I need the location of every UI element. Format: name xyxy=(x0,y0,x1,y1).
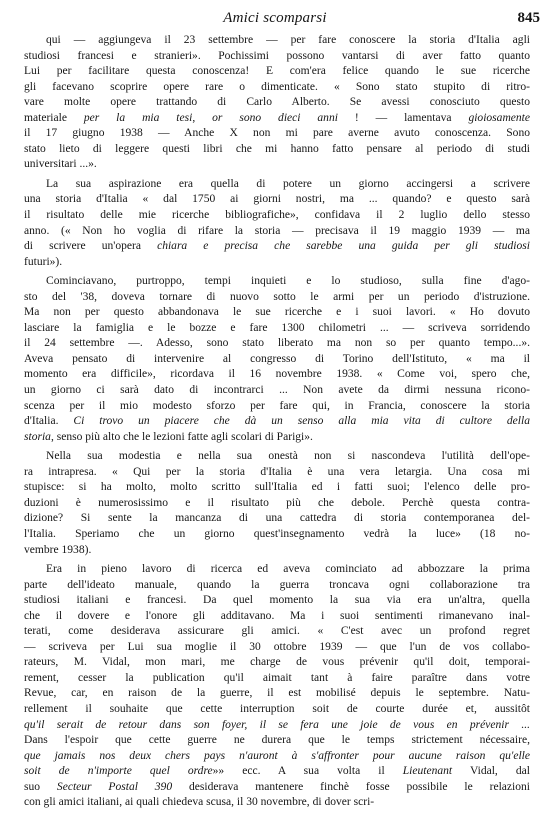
text-line xyxy=(24,578,530,594)
italic-text: Ci trovo un piacere che dà un senso alla mia vita di cultore della xyxy=(73,415,530,428)
text-run: La sua aspirazione era quella di potere un giorno accingersi a scrivere xyxy=(46,177,530,190)
text-run: ! — lamentava xyxy=(337,111,469,124)
italic-text: per la mia tesi xyxy=(83,111,193,124)
text-run: , senso più alto che le lezioni fatte agli scolari di Parigi». xyxy=(50,430,313,443)
italic-text: storia xyxy=(24,430,51,443)
text-run: duzioni è numerosissimo e il risultato più che debole. Perchè questa contra- xyxy=(24,496,530,509)
text-line xyxy=(24,367,530,383)
text-run: d'Italia. xyxy=(24,415,74,428)
text-run: scenza per il mio modesto sforzo per fare qui, in Francia, conoscere la storia xyxy=(24,399,530,412)
text-run: Aveva pensato di intervenire al congresso di Torino dell'Istituto, « ma il xyxy=(24,352,530,365)
text-run: Dans l'espoir que cette guerre ne durera que le temps strictement nécessaire, xyxy=(24,734,530,747)
text-run: rellement il souhaite que cette interruption soit de courte durée et, aussitôt xyxy=(24,702,530,715)
page-number: 845 xyxy=(517,10,540,26)
text-run: Cominciavano, purtroppo, tempi inquieti e lo studioso, sulla fine d'ago- xyxy=(46,275,530,288)
text-run: che il dovere e l'onore gli additavano. Ma i suoi sentimenti rimanevano inal- xyxy=(24,609,530,622)
text-run: , xyxy=(192,111,213,124)
text-line xyxy=(24,177,530,193)
text-line xyxy=(24,49,530,65)
text-line xyxy=(24,640,530,656)
italic-text: soit de n'importe quel ordre xyxy=(24,765,213,778)
text-line xyxy=(24,126,530,142)
italic-text: que jamais nos deux chers pays n'auront à s'affronter pour aucune raison qu'elle xyxy=(24,749,530,762)
text-line xyxy=(24,609,530,625)
text-run: il 24 settembre —. Adesso, sono stato liberato ma non so per quanto tempo...». xyxy=(24,337,530,350)
text-run: studiosi italiani e francesi. Da quel momento la sua via era un'altra, quella xyxy=(24,594,530,607)
text-line xyxy=(24,686,530,702)
text-line xyxy=(24,95,530,111)
text-run: Nella sua modestia e nella sua onestà non si nascondeva l'utilità dell'ope- xyxy=(46,450,530,463)
text-line xyxy=(24,543,530,559)
text-run: con gli amici italiani, ai quali chiedeva scusa, il 30 novembre, di dover scri- xyxy=(24,796,375,809)
text-run: vembre 1938). xyxy=(24,543,92,556)
italic-text: qu'il serait de retour dans son foyer, il se fera une joie de vous en prévenir ... xyxy=(24,718,530,731)
text-run: universitari ...». xyxy=(24,158,97,171)
text-line xyxy=(24,430,530,446)
text-line xyxy=(24,749,530,765)
text-run: lasciare la famiglia e le bozze e fare 1300 chilometri ... — scriveva sorridendo xyxy=(24,321,530,334)
text-line xyxy=(24,142,530,158)
text-line xyxy=(24,80,530,96)
text-line xyxy=(24,449,530,465)
text-line xyxy=(24,496,530,512)
text-line xyxy=(24,33,530,49)
text-line xyxy=(24,624,530,640)
text-line xyxy=(24,274,530,290)
text-run: vare molte opere trattando di Carlo Alberto. Se avessi conosciuto questo xyxy=(24,96,530,109)
text-line xyxy=(24,527,530,543)
paragraph xyxy=(24,177,530,270)
text-run: Vidal, dal xyxy=(452,765,530,778)
text-line xyxy=(24,795,530,811)
text-run: un giorno ci sarà dato di incontrarci ... Non avete da dirmi nessuna ricono- xyxy=(24,384,530,397)
text-run: di scrivere un'opera xyxy=(24,240,158,253)
text-run: anno. (« Non ho voglia di rifare la storia — precisava il 19 maggio 1939 — ma xyxy=(24,224,530,237)
italic-text: Lieutenant xyxy=(402,765,453,778)
body-text xyxy=(24,33,530,811)
text-line xyxy=(24,321,530,337)
text-line xyxy=(24,255,530,271)
text-run: Era in pieno lavoro di ricerca ed aveva cominciato ad abbozzare la prima xyxy=(46,563,530,576)
text-line xyxy=(24,224,530,240)
italic-text: chiara e precisa che sarebbe una guida per gli studiosi xyxy=(157,240,530,253)
text-line xyxy=(24,208,530,224)
paragraph xyxy=(24,33,530,173)
text-line xyxy=(24,780,530,796)
text-line xyxy=(24,111,530,127)
text-run: parte dell'ideato manuale, quando la guerra troncava ogni collaborazione tra xyxy=(24,578,530,591)
italic-text: Secteur Postal 390 xyxy=(56,780,173,793)
text-run: dizione? Si sente la mancanza di una cattedra di storia contemporanea del- xyxy=(24,512,530,525)
text-line xyxy=(24,718,530,734)
text-line xyxy=(24,64,530,80)
text-run: terati, come desiderava assicurare gli amici. « C'est avec un profond regret xyxy=(24,625,530,638)
text-line xyxy=(24,671,530,687)
paragraph xyxy=(24,449,530,558)
text-run: una storia d'Italia « dal 1750 ai giorni nostri, ma ... quando? e questo sarà xyxy=(24,193,530,206)
text-line xyxy=(24,192,530,208)
text-line xyxy=(24,383,530,399)
text-run: »» ecc. A sua volta il xyxy=(212,765,403,778)
text-line xyxy=(24,480,530,496)
text-run: il 17 giugno 1938 — Anche X non mi pare averne avuto conoscenza. Sono xyxy=(24,127,530,140)
paragraph xyxy=(24,274,530,445)
text-run: futuri»). xyxy=(24,255,63,268)
text-run: l'Italia. Speriamo che un giorno quest'insegnamento vedrà la luce» (18 no- xyxy=(24,527,530,540)
text-run: il risultato delle mie ricerche bibliografiche», confidava il 2 luglio dello stesso xyxy=(24,209,530,222)
text-run: rement, cesser la publication qu'il aimait tant à faire paraître dans votre xyxy=(24,671,530,684)
text-run: momento era difficile», ricordava il 16 novembre 1938. « Come voi, spero che, xyxy=(24,368,530,381)
text-line xyxy=(24,465,530,481)
text-line xyxy=(24,733,530,749)
text-run: qui — aggiungeva il 23 settembre — per fare conoscere la storia d'Italia agli xyxy=(46,34,530,46)
text-line xyxy=(24,414,530,430)
text-run: rateurs, M. Vidal, mon mari, me charge de vous prévenir qu'il doit, temporai- xyxy=(24,656,530,669)
running-title: Amici scomparsi xyxy=(223,10,327,26)
text-run: gli facevano scoprire opere rare o dimenticate. « Sono stato stupito di ritro- xyxy=(24,80,530,93)
text-line xyxy=(24,290,530,306)
text-run: suo xyxy=(24,780,57,793)
text-line xyxy=(24,511,530,527)
text-run: sto del '38, doveva tornare di nuovo sotto le armi per un periodo d'istruzione. xyxy=(24,290,530,303)
text-line xyxy=(24,352,530,368)
text-run: — scriveva per Lui sua moglie il 30 ottobre 1939 — que l'un de vos collabo- xyxy=(24,640,530,653)
text-run: desiderava mantenere finchè fosse possibile le relazioni xyxy=(172,780,530,793)
text-run: studiosi francesi e stranieri». Pochissimi possono vantarsi di aver fatto quanto xyxy=(24,49,530,62)
text-line xyxy=(24,764,530,780)
text-line xyxy=(24,305,530,321)
paragraph xyxy=(24,562,530,811)
text-run: stupisce: si ha molto, molto scritto sull'Italia ed i fatti suoi; l'elenco delle pro- xyxy=(24,481,530,494)
text-line xyxy=(24,702,530,718)
text-run: materiale xyxy=(24,111,84,124)
italic-text: or sono dieci anni xyxy=(212,111,338,124)
text-run: Lui per facilitare questa conoscenza! E com'era felice quando le sue ricerche xyxy=(24,65,530,78)
text-line xyxy=(24,399,530,415)
text-line xyxy=(24,593,530,609)
text-run: Ma non per questo abbandonava le sue ricerche e i suoi lavori. « Ho dovuto xyxy=(24,306,530,319)
text-line xyxy=(24,239,530,255)
text-line xyxy=(24,336,530,352)
text-line xyxy=(24,562,530,578)
text-run: ra intrapresa. « Qui per la storia d'Italia è una vera letargia. Una cosa mi xyxy=(24,465,530,478)
text-run: Revue, car, en raison de la guerre, il est mobilisé depuis le septembre. Natu- xyxy=(24,687,530,700)
text-line xyxy=(24,157,530,173)
text-run: stato lieto di leggere questi libri che mi hanno fatto pensare al periodo di studi xyxy=(24,142,530,155)
italic-text: gioiosamente xyxy=(468,111,531,124)
text-line xyxy=(24,655,530,671)
page-header xyxy=(0,10,550,34)
